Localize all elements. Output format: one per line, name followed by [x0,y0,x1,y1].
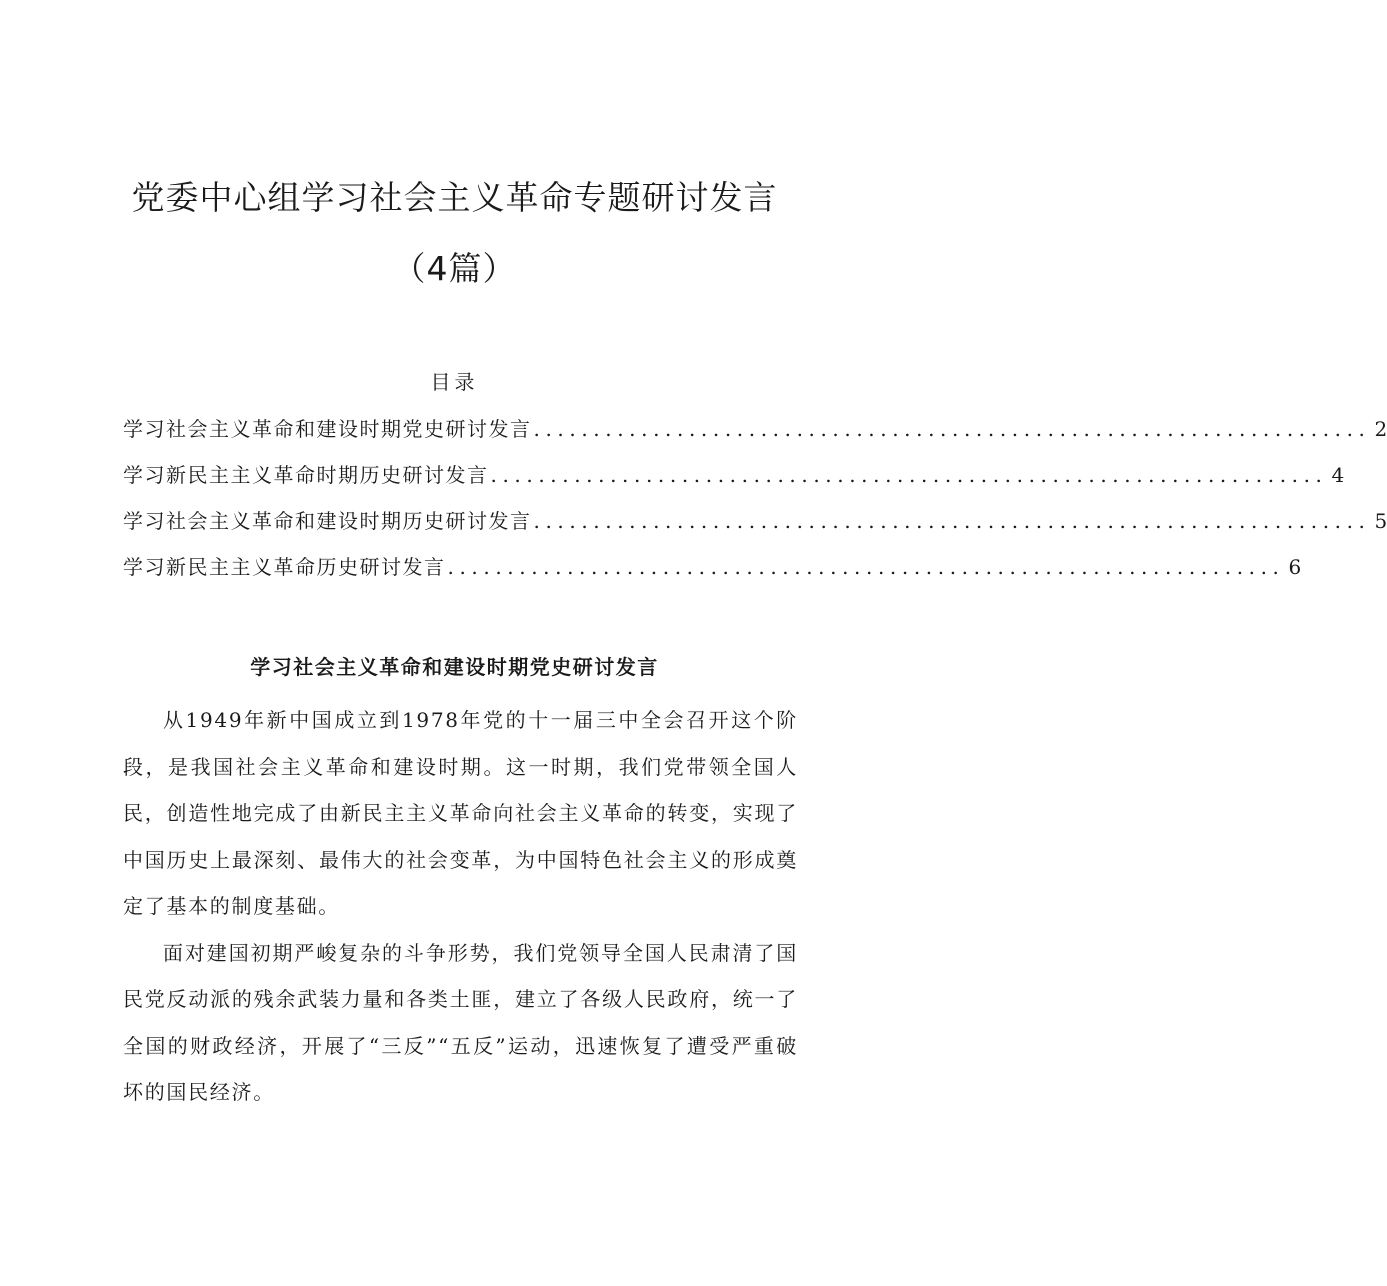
toc-item-label: 学习社会主义革命和建设时期历史研讨发言 [123,509,532,533]
toc-item[interactable] [123,551,1302,597]
toc-leader-dots: ...................................................................... [533,509,1371,533]
toc-item-page: 6 [1288,555,1302,579]
toc-leader-dots: ...................................................................... [490,463,1328,487]
toc-leader-dots: ...................................................................... [533,417,1371,441]
section-body [123,697,798,1116]
toc-item[interactable] [123,413,1387,459]
toc-leader-dots: ...................................................................... [447,555,1285,579]
toc-item-label: 学习新民主主义革命历史研讨发言 [123,555,446,579]
toc-item[interactable] [123,459,1345,505]
toc-item-page: 2 [1374,417,1387,441]
toc-item[interactable] [123,505,1387,551]
toc-item-page: 4 [1331,463,1345,487]
toc-heading: 目录 [430,370,479,394]
table-of-contents [123,413,1387,597]
body-paragraph: 从1949年新中国成立到1978年党的十一届三中全会召开这个阶段，是我国社会主义革命和建设时期。这一时期，我们党带领全国人民，创造性地完成了由新民主主义革命向社会主义革命的转变，实现了中国历史上最深刻、最伟大的社会变革，为中国特色社会主义的形成奠定了基本的制度基础。 [123,708,798,918]
toc-item-page: 5 [1374,509,1387,533]
document-title-line2: （4篇） [392,249,517,288]
document-title-line1: 党委中心组学习社会主义革命专题研讨发言 [131,178,778,217]
body-paragraph: 面对建国初期严峻复杂的斗争形势，我们党领导全国人民肃清了国民党反动派的残余武装力量和各类土匪，建立了各级人民政府，统一了全国的财政经济，开展了“三反”“五反”运动，迅速恢复了遭受严重破坏的国民经济。 [123,940,798,1104]
section-heading: 学习社会主义革命和建设时期党史研讨发言 [250,655,659,679]
toc-item-label: 学习社会主义革命和建设时期党史研讨发言 [123,417,532,441]
toc-item-label: 学习新民主主义革命时期历史研讨发言 [123,463,489,487]
